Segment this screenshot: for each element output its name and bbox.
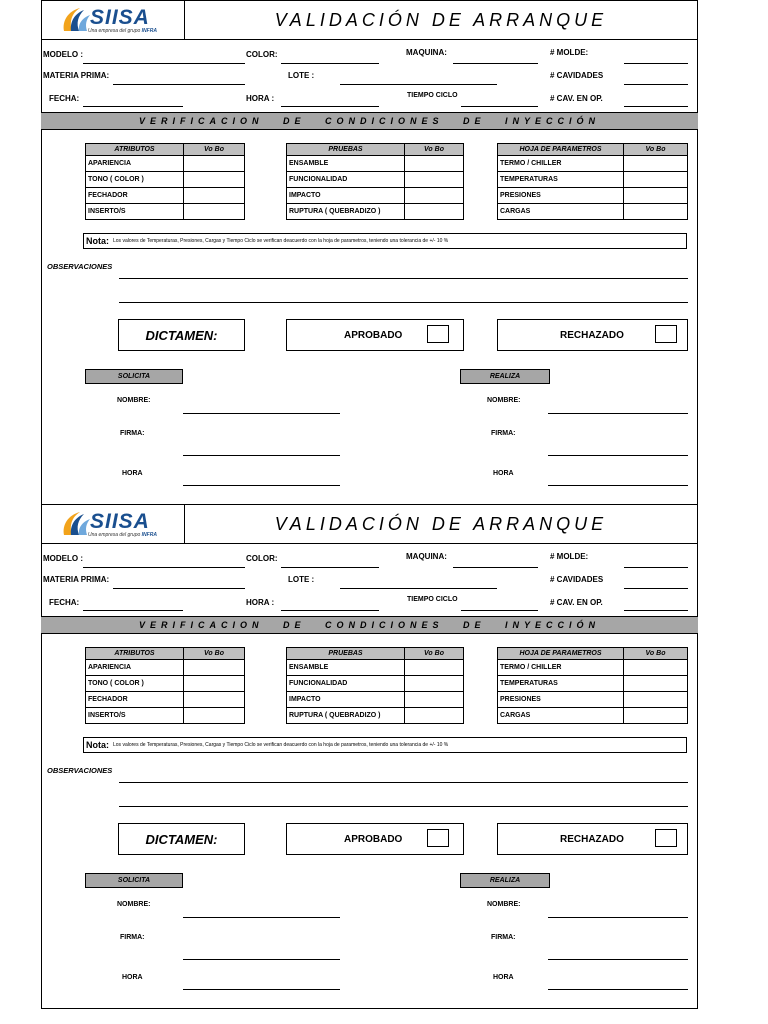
- realiza-firma-field[interactable]: [548, 959, 688, 960]
- table-row: FUNCIONALIDAD: [287, 676, 464, 692]
- solicita-firma-field[interactable]: [183, 959, 340, 960]
- table-row: TERMO / CHILLER: [498, 660, 688, 676]
- logo-tagline: Una empresa del grupo INFRA: [88, 28, 157, 34]
- realiza-nombre-field[interactable]: [548, 413, 688, 414]
- rechazado-checkbox[interactable]: [655, 829, 677, 847]
- solicita-firma-label: FIRMA:: [120, 430, 145, 437]
- color-label: COLOR:: [246, 50, 278, 59]
- materia-prima-label: MATERIA PRIMA:: [43, 575, 110, 584]
- realiza-tag: REALIZA: [460, 873, 550, 888]
- form-title: VALIDACIÓN DE ARRANQUE: [274, 513, 608, 534]
- solicita-tag: SOLICITA: [85, 873, 183, 888]
- tiempo-ciclo-label: TIEMPO CICLO: [407, 92, 458, 99]
- aprobado-label: APROBADO: [344, 833, 403, 845]
- fecha-field[interactable]: [83, 106, 183, 107]
- color-field[interactable]: [281, 567, 379, 568]
- vobo-cell[interactable]: [624, 204, 688, 220]
- table-row: RUPTURA ( QUEBRADIZO ): [287, 204, 464, 220]
- observaciones-line-2[interactable]: [119, 302, 688, 303]
- color-label: COLOR:: [246, 554, 278, 563]
- table-row: CARGAS: [498, 708, 688, 724]
- lote-field[interactable]: [340, 588, 497, 589]
- molde-field[interactable]: [624, 63, 688, 64]
- realiza-firma-field[interactable]: [548, 455, 688, 456]
- table-row: PRESIONES: [498, 188, 688, 204]
- table-row: APARIENCIA: [86, 660, 245, 676]
- vobo-header: Vo Bo: [624, 648, 688, 660]
- vobo-cell[interactable]: [405, 676, 464, 692]
- hora-field[interactable]: [281, 106, 379, 107]
- vobo-cell[interactable]: [624, 692, 688, 708]
- vobo-cell[interactable]: [624, 156, 688, 172]
- table-row: TEMPERATURAS: [498, 172, 688, 188]
- cav-op-label: # CAV. EN OP.: [550, 94, 603, 103]
- materia-prima-label: MATERIA PRIMA:: [43, 71, 110, 80]
- realiza-firma-label: FIRMA:: [491, 430, 516, 437]
- table-row: APARIENCIA: [86, 156, 245, 172]
- rechazado-option[interactable]: [497, 319, 688, 351]
- modelo-field[interactable]: [83, 567, 245, 568]
- solicita-hora-field[interactable]: [183, 485, 340, 486]
- vobo-cell[interactable]: [405, 188, 464, 204]
- maquina-field[interactable]: [453, 63, 538, 64]
- logo: [42, 505, 185, 543]
- vobo-cell[interactable]: [624, 676, 688, 692]
- logo-text: SIISA: [90, 510, 150, 533]
- solicita-firma-field[interactable]: [183, 455, 340, 456]
- vobo-cell[interactable]: [624, 708, 688, 724]
- vobo-header: Vo Bo: [405, 144, 464, 156]
- rechazado-label: RECHAZADO: [560, 329, 624, 341]
- nota-text: Los valores de Temperaturas, Presiones, Cargas y Tiempo Ciclo se verifican deacuerdo con la hoja de parametros, teniendo una tolerancia de +/- 10 %: [113, 742, 449, 748]
- vobo-cell[interactable]: [624, 188, 688, 204]
- solicita-hora-label: HORA: [122, 974, 143, 981]
- vobo-cell[interactable]: [405, 708, 464, 724]
- realiza-nombre-field[interactable]: [548, 917, 688, 918]
- atributos-table: [85, 143, 245, 220]
- fecha-label: FECHA:: [49, 94, 80, 103]
- aprobado-checkbox[interactable]: [427, 325, 449, 343]
- rechazado-checkbox[interactable]: [655, 325, 677, 343]
- tiempo-ciclo-field[interactable]: [461, 106, 538, 107]
- maquina-field[interactable]: [453, 567, 538, 568]
- aprobado-label: APROBADO: [344, 329, 403, 341]
- vobo-cell[interactable]: [184, 676, 245, 692]
- rechazado-label: RECHAZADO: [560, 833, 624, 845]
- vobo-cell[interactable]: [184, 188, 245, 204]
- molde-label: # MOLDE:: [550, 552, 589, 561]
- fecha-label: FECHA:: [49, 598, 80, 607]
- observaciones-line-1[interactable]: [119, 278, 688, 279]
- vobo-cell[interactable]: [184, 204, 245, 220]
- modelo-field[interactable]: [83, 63, 245, 64]
- form-title: VALIDACIÓN DE ARRANQUE: [274, 9, 608, 30]
- solicita-hora-field[interactable]: [183, 989, 340, 990]
- table-row: TERMO / CHILLER: [498, 156, 688, 172]
- vobo-cell[interactable]: [405, 172, 464, 188]
- realiza-nombre-label: NOMBRE:: [487, 397, 521, 404]
- molde-label: # MOLDE:: [550, 48, 589, 57]
- solicita-nombre-field[interactable]: [183, 413, 340, 414]
- dictamen-box: DICTAMEN:: [118, 823, 245, 855]
- logo-text: SIISA: [90, 6, 150, 29]
- nota-label: Nota:: [86, 236, 109, 246]
- pruebas-table: [286, 143, 464, 220]
- nota-text: Los valores de Temperaturas, Presiones, Cargas y Tiempo Ciclo se verifican deacuerdo con la hoja de parametros, teniendo una tolerancia de +/- 10 %: [113, 238, 449, 244]
- vobo-cell[interactable]: [624, 172, 688, 188]
- modelo-label: MODELO :: [43, 50, 83, 59]
- atributos-table: [85, 647, 245, 724]
- logo: [42, 1, 185, 39]
- atributos-header: ATRIBUTOS: [86, 648, 184, 660]
- hora-field[interactable]: [281, 610, 379, 611]
- realiza-hora-field[interactable]: [548, 989, 688, 990]
- realiza-tag: REALIZA: [460, 369, 550, 384]
- cav-op-label: # CAV. EN OP.: [550, 598, 603, 607]
- cav-op-field[interactable]: [624, 610, 688, 611]
- realiza-hora-field[interactable]: [548, 485, 688, 486]
- table-row: FUNCIONALIDAD: [287, 172, 464, 188]
- tiempo-ciclo-label: TIEMPO CICLO: [407, 596, 458, 603]
- lote-label: LOTE :: [288, 575, 315, 584]
- vobo-header: Vo Bo: [184, 144, 245, 156]
- vobo-cell[interactable]: [405, 692, 464, 708]
- rechazado-option[interactable]: [497, 823, 688, 855]
- nota-box: [83, 737, 687, 753]
- cav-op-field[interactable]: [624, 106, 688, 107]
- table-row: INSERTO/S: [86, 708, 245, 724]
- table-row: IMPACTO: [287, 692, 464, 708]
- pruebas-header: PRUEBAS: [287, 144, 405, 156]
- fecha-field[interactable]: [83, 610, 183, 611]
- solicita-nombre-field[interactable]: [183, 917, 340, 918]
- realiza-hora-label: HORA: [493, 974, 514, 981]
- table-row: INSERTO/S: [86, 204, 245, 220]
- cavidades-field[interactable]: [624, 84, 688, 85]
- parametros-header: HOJA DE PARAMETROS: [498, 648, 624, 660]
- materia-prima-field[interactable]: [113, 84, 245, 85]
- solicita-nombre-label: NOMBRE:: [117, 397, 151, 404]
- vobo-cell[interactable]: [184, 660, 245, 676]
- modelo-label: MODELO :: [43, 554, 83, 563]
- form-header: [41, 504, 698, 544]
- parametros-header: HOJA DE PARAMETROS: [498, 144, 624, 156]
- dictamen-box: DICTAMEN:: [118, 319, 245, 351]
- parametros-table: [497, 647, 688, 724]
- form-top: [41, 0, 698, 504]
- table-row: ENSAMBLE: [287, 660, 464, 676]
- vobo-header: Vo Bo: [405, 648, 464, 660]
- solicita-hora-label: HORA: [122, 470, 143, 477]
- logo-tagline: Una empresa del grupo INFRA: [88, 532, 157, 538]
- vobo-cell[interactable]: [184, 172, 245, 188]
- table-row: TONO ( COLOR ): [86, 172, 245, 188]
- table-row: RUPTURA ( QUEBRADIZO ): [287, 708, 464, 724]
- section-band: VERIFICACION DE CONDICIONES DE INYECCIÓN: [41, 112, 698, 130]
- atributos-header: ATRIBUTOS: [86, 144, 184, 156]
- solicita-tag: SOLICITA: [85, 369, 183, 384]
- observaciones-line-2[interactable]: [119, 806, 688, 807]
- cavidades-field[interactable]: [624, 588, 688, 589]
- table-row: CARGAS: [498, 204, 688, 220]
- solicita-nombre-label: NOMBRE:: [117, 901, 151, 908]
- vobo-cell[interactable]: [405, 660, 464, 676]
- vobo-cell[interactable]: [184, 692, 245, 708]
- observaciones-label: OBSERVACIONES: [47, 262, 113, 271]
- color-field[interactable]: [281, 63, 379, 64]
- maquina-label: MAQUINA:: [406, 552, 447, 561]
- vobo-cell[interactable]: [184, 708, 245, 724]
- vobo-cell[interactable]: [405, 156, 464, 172]
- realiza-hora-label: HORA: [493, 470, 514, 477]
- materia-prima-field[interactable]: [113, 588, 245, 589]
- aprobado-option[interactable]: [286, 319, 464, 351]
- observaciones-line-1[interactable]: [119, 782, 688, 783]
- table-row: ENSAMBLE: [287, 156, 464, 172]
- observaciones-label: OBSERVACIONES: [47, 766, 113, 775]
- realiza-firma-label: FIRMA:: [491, 934, 516, 941]
- parametros-table: [497, 143, 688, 220]
- form-header: [41, 0, 698, 40]
- vobo-cell[interactable]: [624, 660, 688, 676]
- aprobado-option[interactable]: [286, 823, 464, 855]
- section-band: VERIFICACION DE CONDICIONES DE INYECCIÓN: [41, 616, 698, 634]
- table-row: FECHADOR: [86, 692, 245, 708]
- tiempo-ciclo-field[interactable]: [461, 610, 538, 611]
- table-row: IMPACTO: [287, 188, 464, 204]
- hora-label: HORA :: [246, 94, 275, 103]
- vobo-header: Vo Bo: [624, 144, 688, 156]
- hora-label: HORA :: [246, 598, 275, 607]
- aprobado-checkbox[interactable]: [427, 829, 449, 847]
- cavidades-label: # CAVIDADES: [550, 575, 604, 584]
- nota-box: [83, 233, 687, 249]
- vobo-cell[interactable]: [405, 204, 464, 220]
- nota-label: Nota:: [86, 740, 109, 750]
- vobo-cell[interactable]: [184, 156, 245, 172]
- realiza-nombre-label: NOMBRE:: [487, 901, 521, 908]
- lote-field[interactable]: [340, 84, 497, 85]
- table-row: TEMPERATURAS: [498, 676, 688, 692]
- cavidades-label: # CAVIDADES: [550, 71, 604, 80]
- pruebas-header: PRUEBAS: [287, 648, 405, 660]
- vobo-header: Vo Bo: [184, 648, 245, 660]
- table-row: FECHADOR: [86, 188, 245, 204]
- table-row: PRESIONES: [498, 692, 688, 708]
- pruebas-table: [286, 647, 464, 724]
- maquina-label: MAQUINA:: [406, 48, 447, 57]
- form-bottom: [41, 504, 698, 1008]
- molde-field[interactable]: [624, 567, 688, 568]
- solicita-firma-label: FIRMA:: [120, 934, 145, 941]
- lote-label: LOTE :: [288, 71, 315, 80]
- table-row: TONO ( COLOR ): [86, 676, 245, 692]
